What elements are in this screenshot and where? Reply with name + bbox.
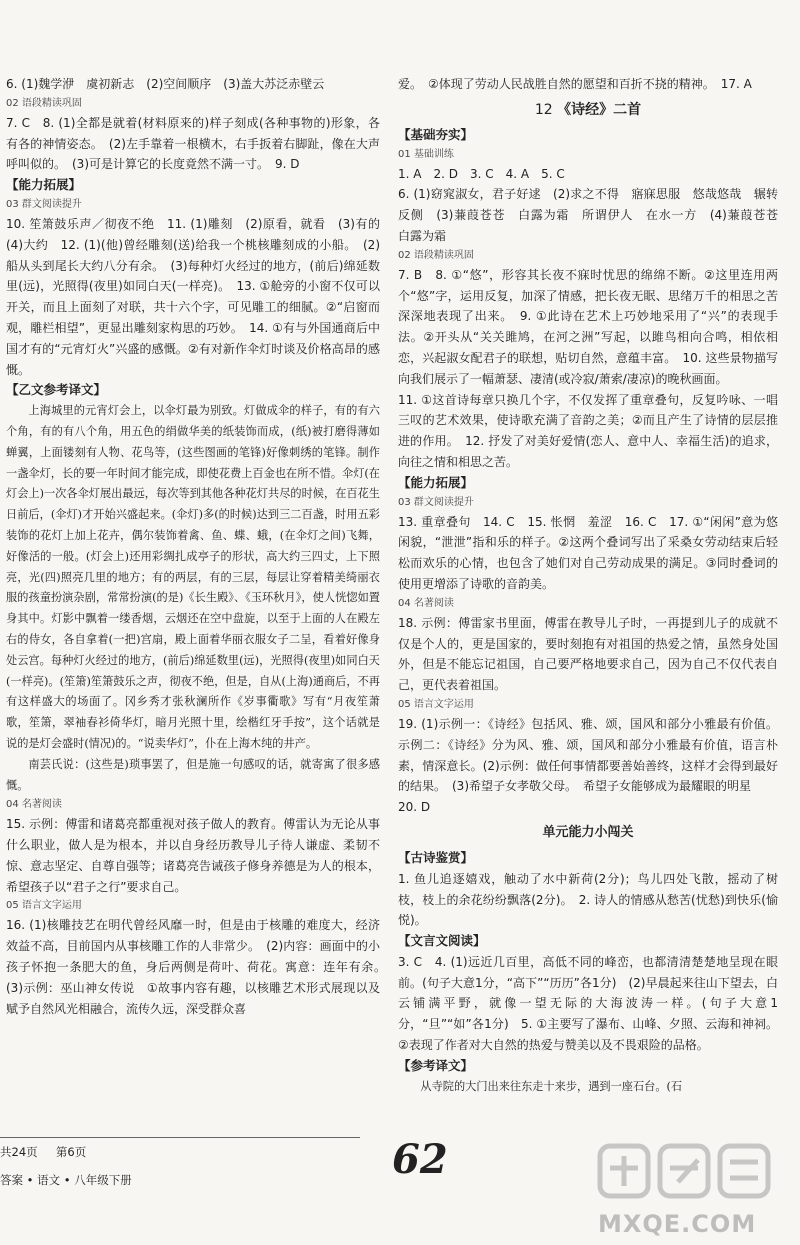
answer-15: 15. 示例：傅雷和诸葛亮都重视对孩子做人的教育。傅雷认为无论从事什么职业，做人是为根本，并以自身经历教导儿子待人谦虚、柔韧不惊、意志坚定、自尊自强等；诸葛亮告诫孩子修身养德是为人的根本，希望孩子以“君子之行”要求自己。 [6,817,380,894]
answer-classical: 3. C 4. (1)远近几百里，高低不同的峰峦，也都清清楚楚地呈现在眼前。(句子大意1分，“高下”“历历”各1分) (2)早晨起来往山下望去，白云铺满平野，就像一望无际的大海波涛一样。(句子大意1分，“旦”“如”各1分) 5. ①主要写了瀑布、山峰、夕照、云海和神祠。②表现了作者对大自然的热爱与赞美以及不畏艰险的品格。 [398,954,778,1053]
answer-16-cont: 爱。 ②体现了劳动人民战胜自然的愿望和百折不挠的精神。 17. A [398,77,752,91]
translation-text: 从寺院的大门出来往东走十来步，遇到一座石台。(石 [420,1079,683,1093]
heading-classical: 【文言文阅读】 [398,933,486,949]
heading-ability: 【能力拓展】 [6,177,82,193]
section-label: 05 语言文字运用 [398,698,474,710]
answer-1-5: 1. A 2. D 3. C 4. A 5. C [398,166,565,181]
section-label: 04 名著阅读 [6,799,62,811]
section-label: 03 群文阅读提升 [6,198,82,210]
section-label: 02 语段精读巩固 [6,97,82,109]
answer-6: 6. (1)魏学洢 虞初新志 (2)空间顺序 (3)盖大苏泛赤壁云 [6,77,325,91]
heading-poem: 【古诗鉴赏】 [398,849,474,865]
footer-pages [0,1138,380,1166]
answer-poem: 1. 鱼儿追逐嬉戏，触动了水中新荷(2分)；鸟儿四处飞散，摇动了树枝，枝上的余花纷纷飘落(2分)。 2. 诗人的情感从愁苦(忧愁)到快乐(愉悦)。 [398,871,778,928]
section-label: 01 基础训练 [398,148,454,160]
page-number: 62 [392,1136,448,1183]
section-label: 02 语段精读巩固 [398,249,474,261]
answer-10-14: 10. 笙箫鼓乐声／彻夜不绝 11. (1)雕刻 (2)原看，就看 (3)有的 (4)大约 12. (1)(他)曾经雕刻(送)给我一个桃核雕刻成的小船。 (2)船从头到尾长大约八分有余。 (3)每种灯火经过的地方，(前后)绵延数里(远)，光照得(夜里)如同白天(一样亮)。 13. ①舱旁的小窗不仅可以开关，而且上面刻了对联，共十六个字，可见雕工的细腻。②“启窗而观，雕栏相望”，更显出雕刻家构思的巧妙。 14. ①有与外国通商后中国才有的“元宵灯火”兴盛的感慨。②有对新作伞灯时谈及价格高昂的感慨。 [6,216,393,377]
lesson-name: 《诗经》二首 [557,101,642,118]
right-column [398,74,791,1097]
answer-13-17: 13. 重章叠句 14. C 15. 怅惘 羞涩 16. C 17. ①“闲闲”意为悠闲貌，“泄泄”指和乐的样子。②这两个叠词写出了采桑女劳动结束后轻松而欢乐的心情，也包含了她们对自己劳动成果的满足。③同时叠词的使用更增添了诗歌的音韵美。 [398,514,778,591]
lesson-title [398,95,778,125]
total-pages: 共24页 [0,1145,38,1159]
answer-16: 16. (1)核雕技艺在明代曾经风靡一时，但是由于核雕的难度大，经济效益不高，目前国内从事核雕工作的人非常少。 (2)内容：画面中的小孩子怀抱一条肥大的鱼，身后两侧是荷叶、荷花。寓意：连年有余。 (3)示例：巫山神女传说 ①故事内容有趣，以核雕艺术形式展现以及赋予自然风光相融合，流传久远，深受群众喜 [6,918,393,1016]
watermark-text: MXQE.COM [598,1210,757,1238]
left-column [6,74,393,1019]
heading-translation: 【乙文参考译文】 [6,382,107,398]
heading-reference: 【参考译文】 [398,1057,474,1073]
answer-19: 19. (1)示例一：《诗经》包括风、雅、颂，国风和部分小雅最有价值。示例二：《诗经》分为风、雅、颂，国风和部分小雅最有价值，语言朴素，情深意长。(2)示例：做任何事情都要善始善终，这样才会得到最好的结果。 (3)希望子女孝敬父母。 希望子女能够成为最耀眼的明星 [398,716,778,794]
section-label: 05 语言文字运用 [6,900,82,912]
answer-11-12: 11. ①这首诗每章只换几个字，不仅发挥了重章叠句，反复吟咏、一唱三叹的艺术效果，使诗歌充满了音韵之美；②而且产生了诗情的层层推进的作用。 12. 抒发了对美好爱情(恋人、意中人、幸福生活)的追求，向往之情和相思之苦。 [398,392,778,469]
book-name: 答案 • 语文 • 八年级下册 [0,1173,132,1187]
lesson-number: 12 [534,101,553,118]
section-label: 04 名著阅读 [398,597,454,609]
footer [0,1137,380,1194]
heading-ability: 【能力拓展】 [398,474,474,490]
heading-basic: 【基础夯实】 [398,126,474,142]
translation-text: 上海城里的元宵灯会上，以伞灯最为别致。灯做成伞的样子，有的有六个角，有的有八个角，用五色的绢做华美的纸装饰而成，(纸)被打磨得薄如蝉翼，上面镂刻有人物、花鸟等，(这些图画的笔锋)好像刺绣的笔锋。制作一盏伞灯，长的要一年时间才能完成，即使花费上百金也在所不惜。伞灯(在灯会上)一次各伞灯展出最远，每次等到其他各种花灯共尽的时候，在百花生日前后，(伞灯)才开始兴盛起来。(伞灯)多(的时候)达到三二百盏，时用五彩装饰的花灯上加上花卉，偶尔装饰着禽、鱼、蝶、蛾，(在伞灯之间)飞舞，好像活的一般。(灯会上)还用彩绸扎成亭子的形状，高大约三四丈，上下照亮，光(四)照亮几里的地方；有的两层，有的三层，每层让穿着精美绮丽衣服的孩童扮演杂剧，常常扮演(的是)《长生殿》、《玉环秋月》，使人恍惚如置身其中。灯影中飘着一缕香烟，云烟还在空中盘旋，以至于上面的人在殿左右的侍女，各自拿着(一把)宫扇，殿上面着华丽衣服女子二呈，看着好像身处云宫。每种灯火经过的地方，(前后)绵延数里(远)，光照得(夜里)如同白天(一样亮)。(笙箫)笙箫鼓乐之声，彻夜不绝，但是，自从(上海)通商后，不再有这样盛大的场面了。冈乡秀才张秋澜所作《岁事衢歌》写有“月夜笙萧歌，笙箫，翠袖春衫倚华灯，暗月光照十里，绘楷红牙手按”，这个话就是说的是灯会盛时(情况)的。“说卖华灯”，仆在上海木纯的井产。 [6,404,380,750]
current-page: 第6页 [55,1145,87,1159]
answer-18: 18. 示例：傅雷家书里面，傅雷在教导儿子时，一再提到儿子的成就不仅是个人的，更是国家的，要时刻抱有对祖国的热爱之情，虽然身处国外，但是不能忘记祖国，自己要严格地要求自己，因为自己不仅代表自己，更代表着祖国。 [398,615,778,693]
answer-7-9: 7. C 8. (1)全都是就着(材料原来的)样子刻成(各种事物的)形象，各有各的神情姿态。 (2)左手靠着一根横木，右手扳着右脚趾，像在大声呼叫似的。 (3)可是计算它的长度竟然不满一寸。 9. D [6,115,380,172]
answer-6: 6. (1)窈窕淑女，君子好逑 (2)求之不得 寤寐思服 悠哉悠哉 辗转反侧 (3)蒹葭苍苍 白露为霜 所谓伊人 在水一方 (4)蒹葭苍苍 白露为霜 [398,187,791,243]
section-label: 03 群文阅读提升 [398,496,474,508]
answer-20: 20. D [398,800,431,815]
answer-7-10: 7. B 8. ①“悠”，形容其长夜不寐时忧思的绵绵不断。②这里连用两个“悠”字，运用反复，加深了情感，把长夜无眠、思绪万千的相思之苦深深地表现了出来。 9. ①此诗在艺术上巧妙地采用了“兴”的表现手法。②开头从“关关雎鸠，在河之洲”写起，以雎鸟相向合鸣，相依相恋，兴起淑女配君子的联想，贴切自然，意蕴丰富。 10. 这些景物描写向我们展示了一幅萧瑟、凄清(或冷寂/萧索/凄凉)的晚秋画面。 [398,267,778,386]
translation-comment: 南芸氏说：(这些是)琐事罢了，但是施一句感叹的话，就寄寓了很多感慨。 [6,757,380,792]
unit-title: 单元能力小闯关 [542,824,634,840]
